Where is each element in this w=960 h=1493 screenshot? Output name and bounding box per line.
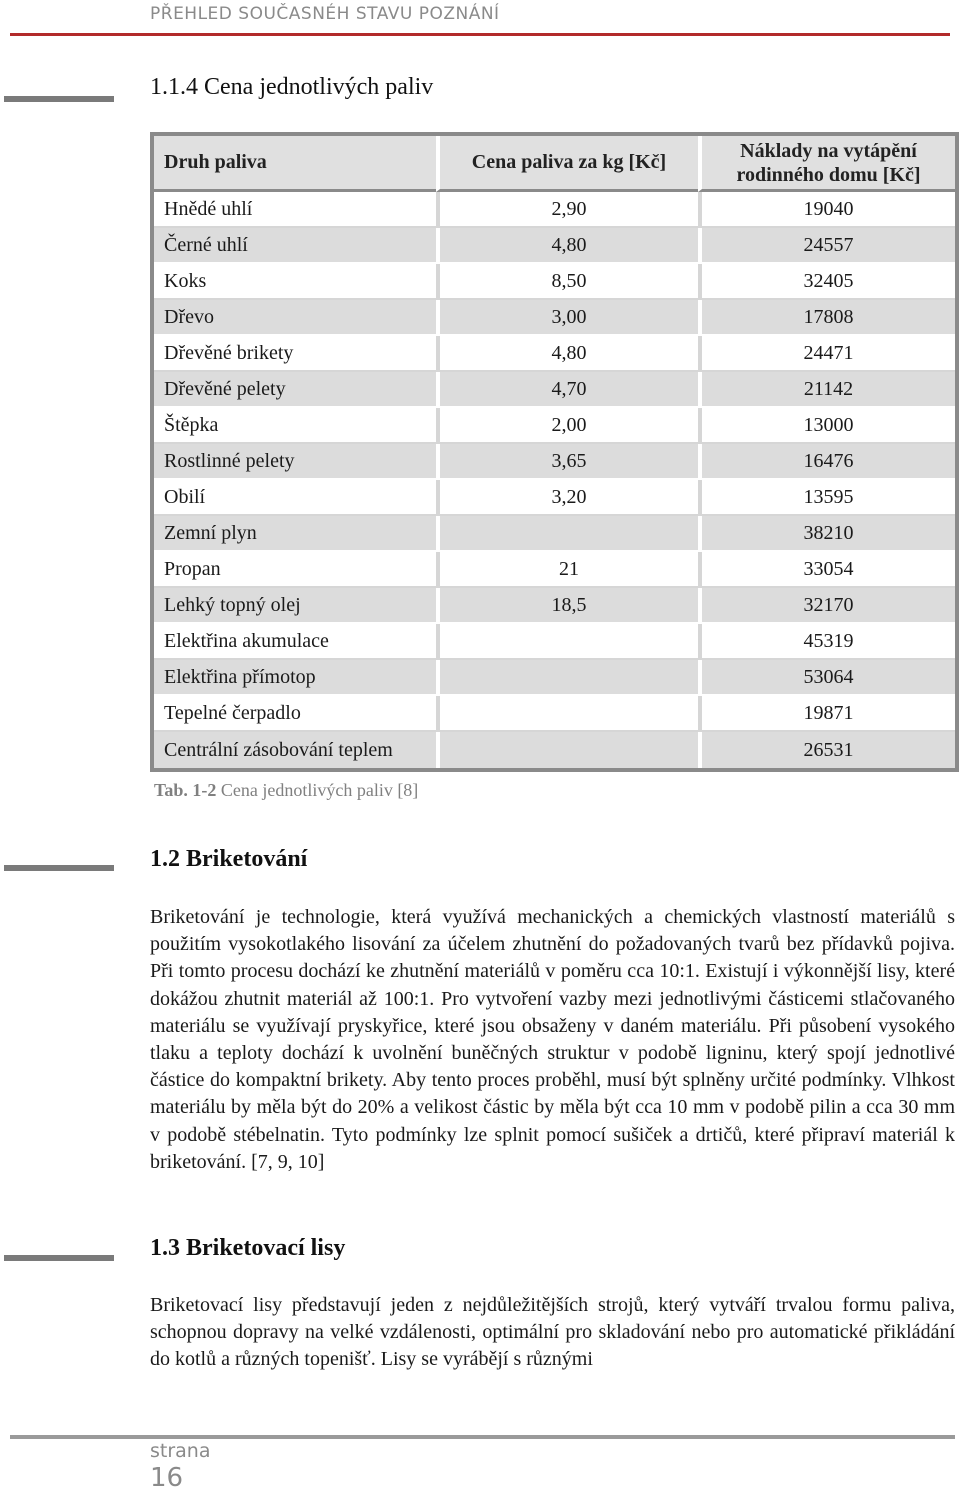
cell-cost: 33054 bbox=[698, 552, 955, 588]
cell-fuel: Dřevo bbox=[154, 300, 436, 336]
cell-cost: 13595 bbox=[698, 480, 955, 516]
header-rule bbox=[10, 33, 950, 36]
caption-text: Cena jednotlivých paliv [8] bbox=[216, 780, 419, 800]
cell-cost: 19871 bbox=[698, 696, 955, 732]
table-row bbox=[154, 336, 955, 372]
section-title-1-3: 1.3 Briketovací lisy bbox=[150, 1235, 346, 1261]
table-row bbox=[154, 480, 955, 516]
paragraph-briketovani: Briketování je technologie, která využívá mechanických a chemických vlastností materiálů s použitím vysokotlakého lisování za účelem zhutnění do požadovaných tvarů bez přídavků pojiva. Při tomto procesu dochází ke zhutnění materiálů v poměru cca 10:1. Existují i výkonnější lisy, které dokážou zhutnit materiál až 100:1. Pro vytvoření vazby mezi jednotlivými částicemi stlačovaného materiálu se využívají pryskyřice, které jsou obsaženy v daném materiálu. Při působení vysokého tlaku a teploty dochází k uvolnění buněčných struktur v podobě ligninu, který spojí jednotlivé částice do kompaktní brikety. Aby tento proces proběhl, musí být splněny určité podmínky. Vlhkost materiálu by měla být do 20% a velikost částic by měla být cca 10 mm v podobě pilin a cca 30 mm v podobě stébelnatin. Tyto podmínky lze splnit pomocí sušiček a drtičů, které připraví materiál k briketování. [7, 9, 10] bbox=[150, 906, 955, 1173]
section-title-1-2: 1.2 Briketování bbox=[150, 846, 308, 872]
paragraph-briketovaci-lisy: Briketovací lisy představují jeden z nejdůležitějších strojů, který vytváří trvalou formu paliva, schopnou dopravy na velké vzdálenosti, optimální pro skladování nebo pro automatické přikládání do kotlů a různých topenišť. Lisy se vyrábějí s různými bbox=[150, 1294, 955, 1371]
cell-fuel: Tepelné čerpadlo bbox=[154, 696, 436, 732]
table-row bbox=[154, 300, 955, 336]
cell-fuel: Obilí bbox=[154, 480, 436, 516]
table-row bbox=[154, 516, 955, 552]
table-row bbox=[154, 660, 955, 696]
cell-price: 8,50 bbox=[436, 264, 698, 300]
margin-marker bbox=[4, 96, 114, 102]
cell-fuel: Černé uhlí bbox=[154, 228, 436, 264]
table-row bbox=[154, 588, 955, 624]
table-row bbox=[154, 732, 955, 768]
cell-cost: 26531 bbox=[698, 732, 955, 768]
cell-cost: 53064 bbox=[698, 660, 955, 696]
cell-cost: 17808 bbox=[698, 300, 955, 336]
cell-price: 4,80 bbox=[436, 228, 698, 264]
cell-fuel: Koks bbox=[154, 264, 436, 300]
page-number: 16 bbox=[150, 1463, 184, 1493]
cell-fuel: Štěpka bbox=[154, 408, 436, 444]
table-row bbox=[154, 444, 955, 480]
caption-label: Tab. 1-2 bbox=[154, 780, 217, 800]
cell-fuel: Dřevěné brikety bbox=[154, 336, 436, 372]
cell-fuel: Dřevěné pelety bbox=[154, 372, 436, 408]
table-header-row bbox=[154, 136, 955, 192]
cell-cost: 24557 bbox=[698, 228, 955, 264]
table-row bbox=[154, 264, 955, 300]
table-caption bbox=[154, 780, 418, 801]
cell-cost: 16476 bbox=[698, 444, 955, 480]
cell-price bbox=[436, 516, 698, 552]
cell-fuel: Propan bbox=[154, 552, 436, 588]
header-heating-cost-line1: Náklady na vytápění bbox=[740, 139, 917, 162]
cell-fuel: Lehký topný olej bbox=[154, 588, 436, 624]
table-row bbox=[154, 696, 955, 732]
cell-price: 3,20 bbox=[436, 480, 698, 516]
cell-fuel: Elektřina přímotop bbox=[154, 660, 436, 696]
page-label: strana bbox=[150, 1440, 211, 1462]
margin-marker bbox=[4, 1255, 114, 1261]
header-heating-cost-line2: rodinného domu [Kč] bbox=[736, 163, 921, 186]
cell-price: 2,00 bbox=[436, 408, 698, 444]
cell-price: 21 bbox=[436, 552, 698, 588]
table-row bbox=[154, 228, 955, 264]
cell-cost: 32405 bbox=[698, 264, 955, 300]
footer-rule bbox=[10, 1435, 955, 1439]
table-body bbox=[154, 192, 955, 768]
cell-cost: 21142 bbox=[698, 372, 955, 408]
running-head: PŘEHLED SOUČASNÉH STAVU POZNÁNÍ bbox=[150, 4, 500, 24]
cell-fuel: Rostlinné pelety bbox=[154, 444, 436, 480]
cell-price: 18,5 bbox=[436, 588, 698, 624]
table-row bbox=[154, 372, 955, 408]
cell-fuel: Elektřina akumulace bbox=[154, 624, 436, 660]
cell-price bbox=[436, 696, 698, 732]
cell-cost: 13000 bbox=[698, 408, 955, 444]
fuel-price-table bbox=[150, 132, 959, 772]
cell-price: 4,70 bbox=[436, 372, 698, 408]
cell-price bbox=[436, 732, 698, 768]
cell-cost: 19040 bbox=[698, 192, 955, 228]
table-row bbox=[154, 408, 955, 444]
cell-price: 4,80 bbox=[436, 336, 698, 372]
margin-marker bbox=[4, 865, 114, 871]
header-price: Cena paliva za kg [Kč] bbox=[436, 136, 698, 192]
cell-price: 2,90 bbox=[436, 192, 698, 228]
cell-cost: 45319 bbox=[698, 624, 955, 660]
section-title-1-1-4: 1.1.4 Cena jednotlivých paliv bbox=[150, 74, 434, 100]
table-row bbox=[154, 624, 955, 660]
cell-cost: 38210 bbox=[698, 516, 955, 552]
cell-fuel: Hnědé uhlí bbox=[154, 192, 436, 228]
cell-price bbox=[436, 624, 698, 660]
header-fuel-type: Druh paliva bbox=[154, 136, 436, 192]
table-row bbox=[154, 552, 955, 588]
cell-fuel: Zemní plyn bbox=[154, 516, 436, 552]
cell-price bbox=[436, 660, 698, 696]
table-row bbox=[154, 192, 955, 228]
cell-cost: 32170 bbox=[698, 588, 955, 624]
cell-cost: 24471 bbox=[698, 336, 955, 372]
cell-fuel: Centrální zásobování teplem bbox=[154, 732, 436, 768]
cell-price: 3,65 bbox=[436, 444, 698, 480]
header-heating-cost bbox=[698, 136, 955, 192]
cell-price: 3,00 bbox=[436, 300, 698, 336]
